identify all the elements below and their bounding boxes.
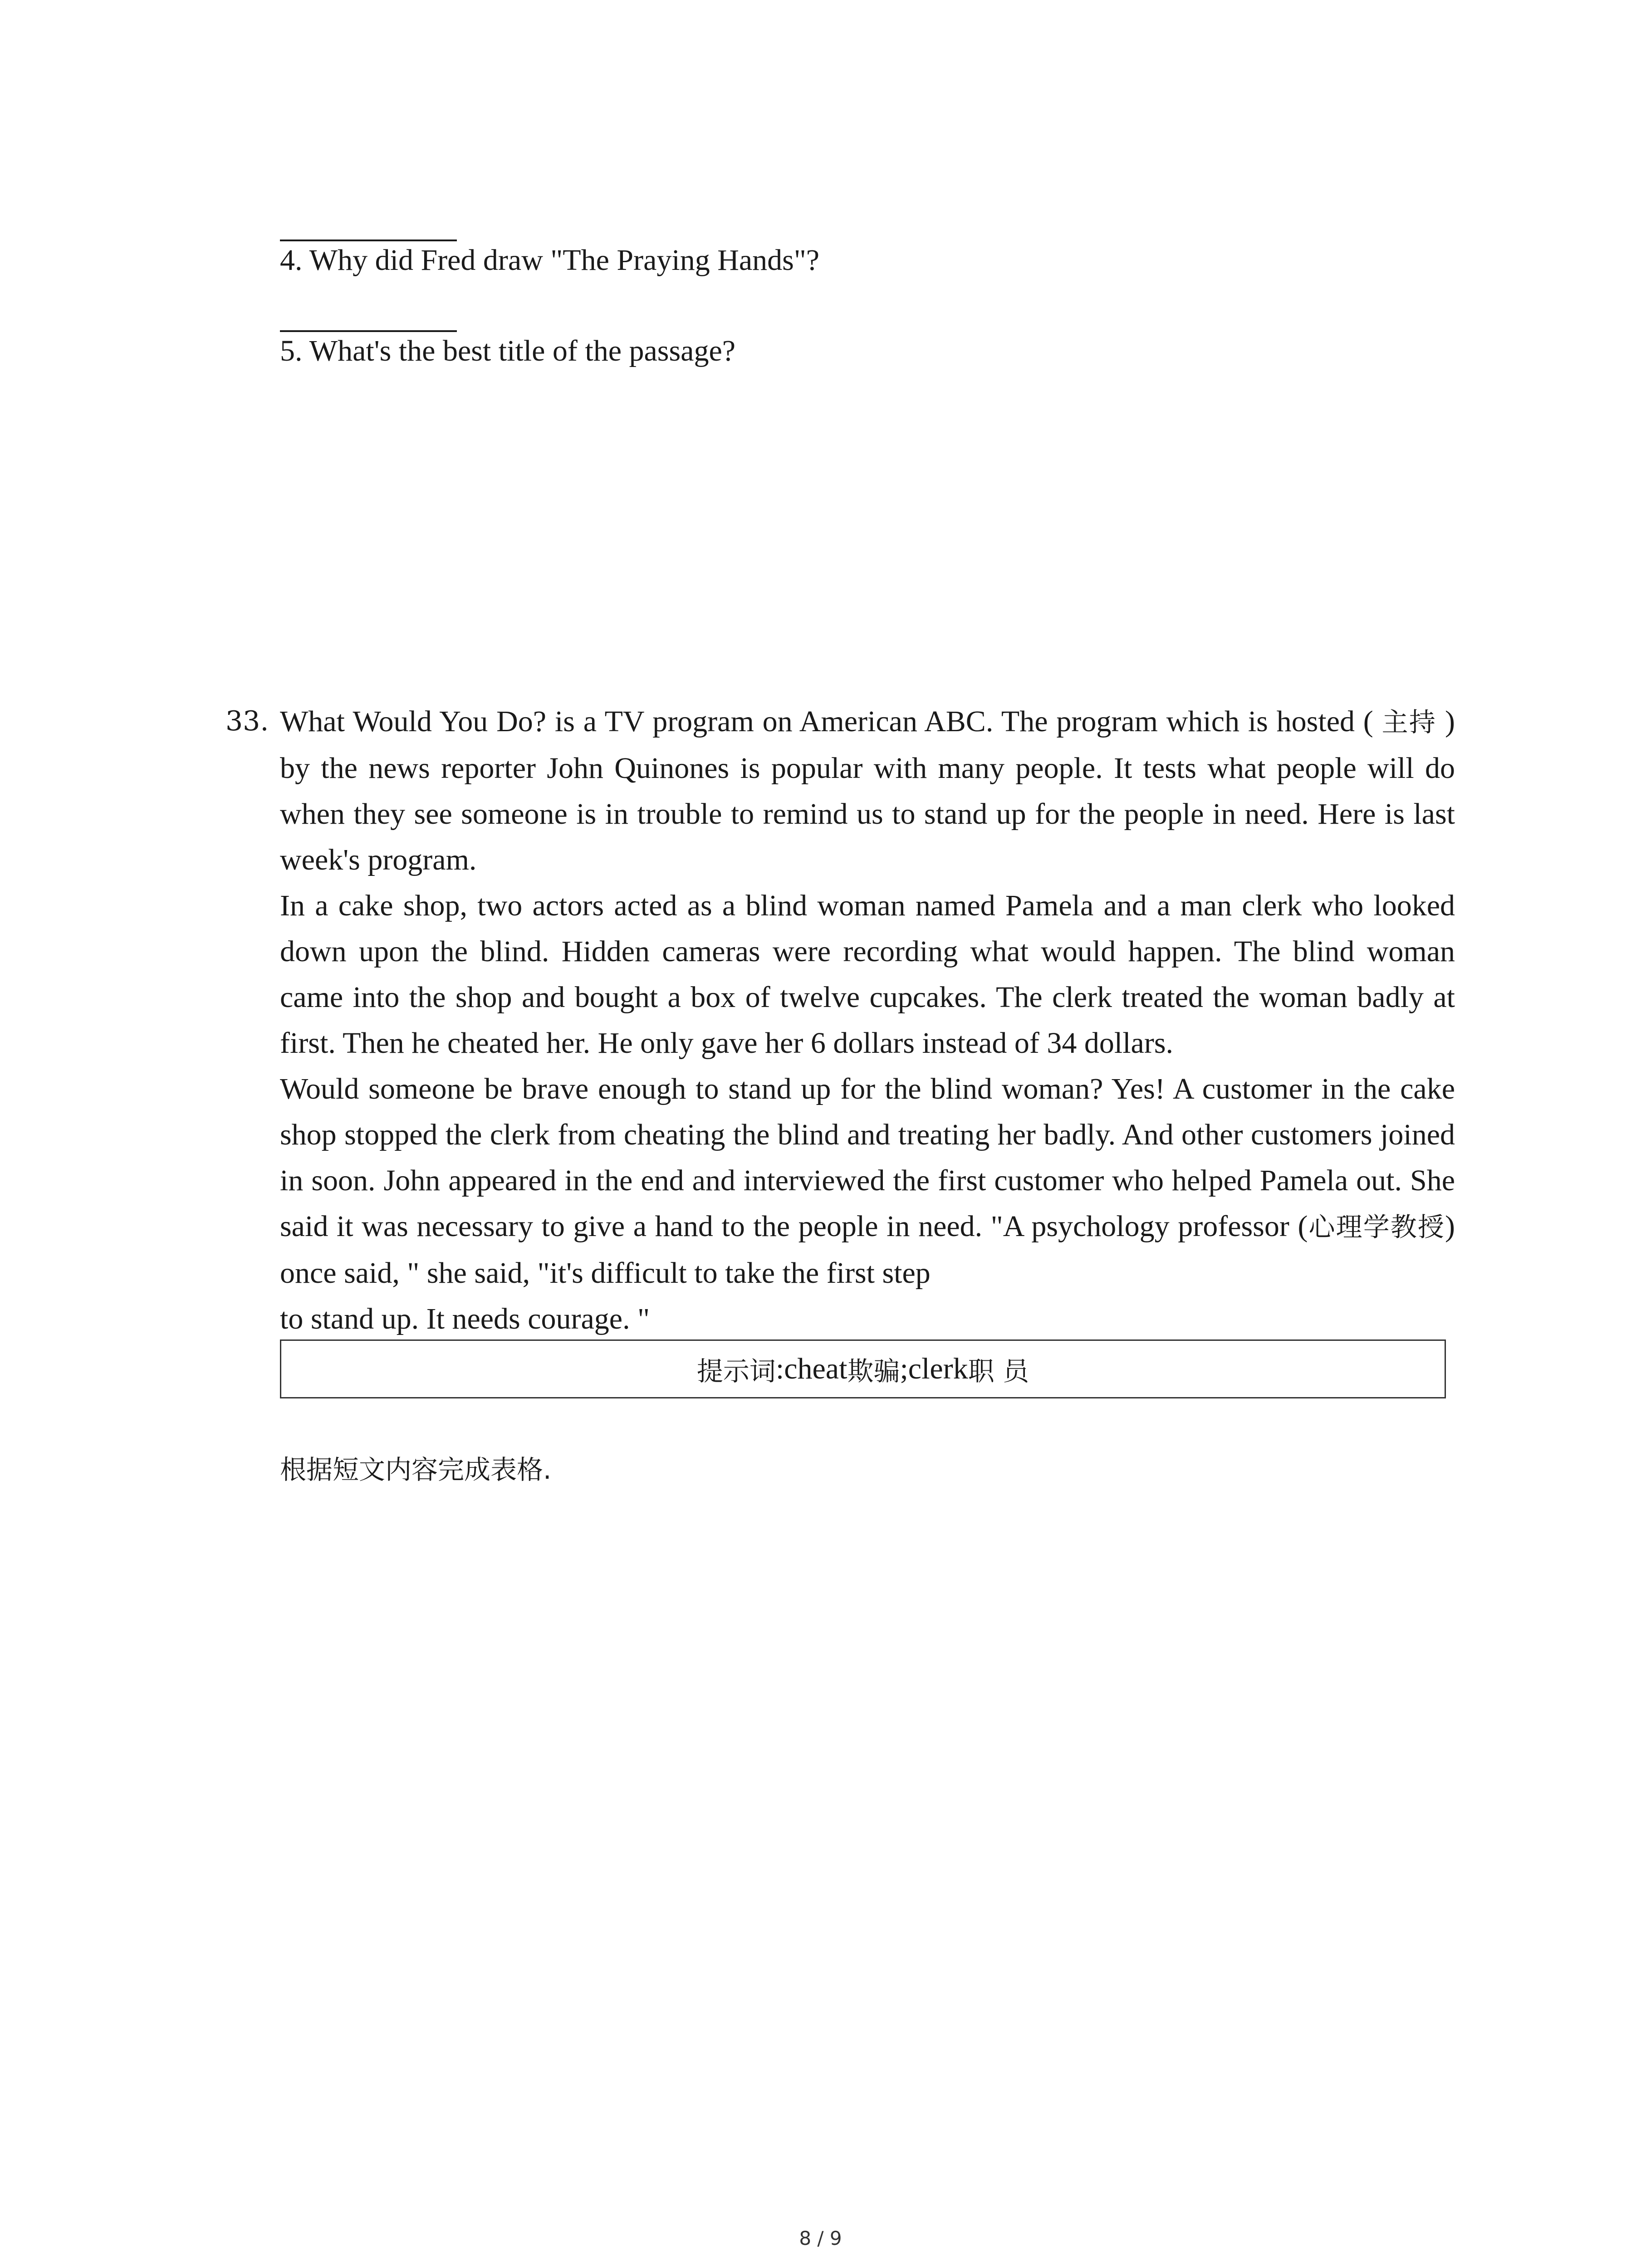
para3-text-b: ) once said, " she said, "it's difficult to take the first step [280,1210,1455,1290]
passage-paragraph-3 [280,1066,1455,1296]
para3-text-a: Would someone be brave enough to stand up for the blind woman? Yes! A customer in the cake shop stopped the clerk from cheating the blind and treating her badly. And other customers joined in soon. John appeared in the end and interviewed the first customer who helped Pamela out. She said it was necessary to give a hand to the people in need. "A psychology professor ( [280,1072,1455,1243]
intro-text-a: What Would You Do? is a TV program on American ABC. The program which is hosted ( [280,705,1382,738]
passage-paragraph-1 [280,699,1455,883]
hint-cheat-cn: 欺骗 [847,1356,900,1387]
intro-cjk: 主持 [1381,707,1437,738]
hint-label: 提示词 [696,1356,776,1387]
answer-blank-3 [280,240,457,241]
page-number: 8 / 9 [799,2227,842,2249]
hint-box [280,1339,1446,1398]
question-number: 33. [225,705,269,737]
passage-paragraph-2: In a cake shop, two actors acted as a blind woman named Pamela and a man clerk who looked down upon the blind. Hidden cameras were recording what would happen. The blind woman came into the shop and bought a box of twelve cupcakes. The clerk treated the woman badly at first. Then he cheated her. He only gave her 6 dollars instead of 34 dollars. [280,889,1455,1060]
instruction-text: 根据短文内容完成表格. [280,1454,552,1485]
passage-paragraph-4: to stand up. It needs courage. " [280,1302,650,1335]
hint-cheat: :cheat [775,1352,847,1385]
hint-clerk-cn: 职 员 [968,1356,1029,1387]
intro-text-b: ) by the news reporter John Quinones is popular with many people. It tests what people will do when they see someone is in trouble to remind us to stand up for the people in need. Here is last week's program. [280,705,1455,876]
answer-blank-4 [280,330,457,332]
question-5: 5. What's the best title of the passage? [280,334,736,367]
question-4: 4. Why did Fred draw "The Praying Hands"? [280,244,820,277]
para3-cjk: 心理学教授 [1308,1212,1445,1242]
hint-clerk: ;clerk [900,1352,968,1385]
reading-passage [280,699,1455,1342]
